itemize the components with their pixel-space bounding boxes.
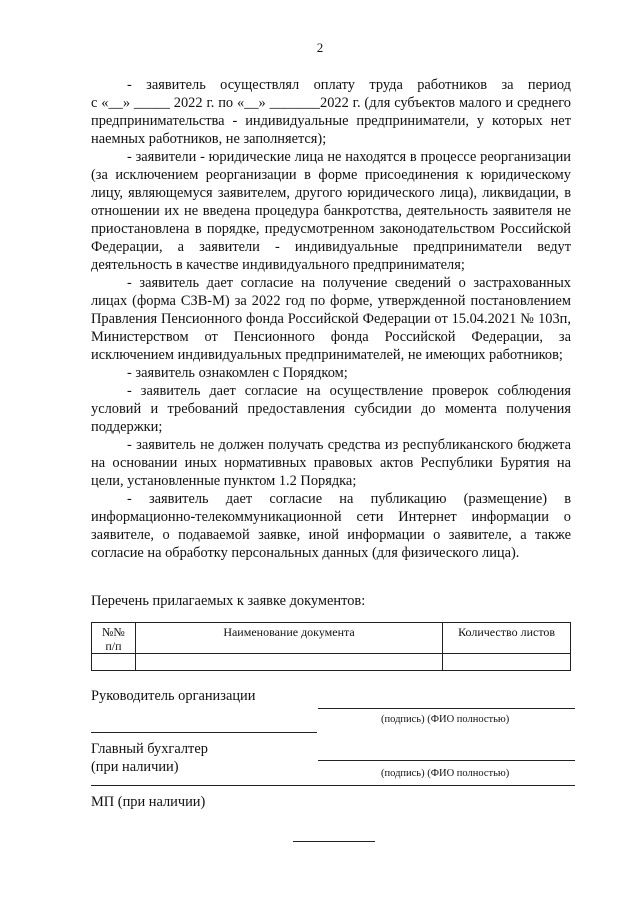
paragraph-no-other-funds: - заявитель не должен получать средства из республиканского бюджета на основании иных нормативных правовых актов Республики Бурятия на цели, установленные пунктом 1.2 Порядка; xyxy=(91,437,571,489)
table-row xyxy=(92,654,571,671)
head-signature-line xyxy=(318,708,575,709)
column-sheets-header: Количество листов xyxy=(443,623,571,654)
documents-table-header xyxy=(92,623,571,654)
page-number: 2 xyxy=(316,40,324,55)
accountant-signature-line xyxy=(318,760,575,761)
table-cell-name xyxy=(135,654,442,671)
head-signature-label: Руководитель организации xyxy=(91,688,256,704)
accountant-signature-caption: (подпись) (ФИО полностью) xyxy=(381,768,510,779)
document-body xyxy=(91,76,571,562)
paragraph-publication-consent: - заявитель дает согласие на публикацию (размещение) в информационно-телекоммуникационной сети Интернет информации о заявителе, о подаваемой заявке, иной информации о заявителе, а также согласие на обработку персональных данных (для физического лица). xyxy=(91,491,571,561)
documents-table xyxy=(91,622,571,671)
column-number-header xyxy=(92,623,136,654)
paragraph-reorganization: - заявители - юридические лица не находятся в процессе реорганизации (за исключением реорганизации в форме присоединения к юридическому лицу, являющемуся заявителем, другого юридического лица), ликвидации, в отношении их не введена процедура банкротства, деятельность заявителя не приостановлена в порядке, предусмотренном законодательством Российской Федерации, а заявители - индивидуальные предприниматели ведут деятельность в качестве индивидуального предпринимателя; xyxy=(91,149,571,273)
accountant-signature-label: Главный бухгалтер xyxy=(91,741,208,757)
head-signature-caption: (подпись) (ФИО полностью) xyxy=(381,714,510,725)
section-divider-line xyxy=(91,732,317,733)
paragraph-payroll-period: с «__» _____ 2022 г. по «__» _______2022 г. (для субъектов малого и среднего предпринимательства - индивидуальные предприниматели, у которых нет наемных работников, не заполняется); xyxy=(91,95,571,147)
accountant-signature-sublabel: (при наличии) xyxy=(91,759,179,775)
paragraph-szv-m-consent: - заявитель дает согласие на получение сведений о застрахованных лицах (форма СЗВ-М) за 2022 год по форме, утвержденной постановлением Правления Пенсионного фонда Российской Федерации от 15.04.2021 № 103п, Министерством от Пенсионного фонда Российской Федерации, за исключением индивидуальных предпринимателей, не имеющих работников; xyxy=(91,275,571,363)
paragraph-procedure-acknowledged: - заявитель ознакомлен с Порядком; xyxy=(127,365,348,381)
column-number-sublabel: п/п xyxy=(105,639,122,653)
paragraph-inspection-consent: - заявитель дает согласие на осуществление проверок соблюдения условий и требований предоставления субсидии до момента получения поддержки; xyxy=(91,383,571,435)
column-name-header: Наименование документа xyxy=(135,623,442,654)
document-end-line xyxy=(293,841,375,842)
table-cell-number xyxy=(92,654,136,671)
table-cell-sheets xyxy=(443,654,571,671)
paragraph-payroll-intro: - заявитель осуществлял оплату труда работников за период xyxy=(127,77,571,93)
documents-list-title: Перечень прилагаемых к заявке документов: xyxy=(91,593,366,609)
column-number-label: №№ xyxy=(101,625,125,639)
accountant-divider-line xyxy=(91,785,575,786)
stamp-label: МП (при наличии) xyxy=(91,794,206,810)
